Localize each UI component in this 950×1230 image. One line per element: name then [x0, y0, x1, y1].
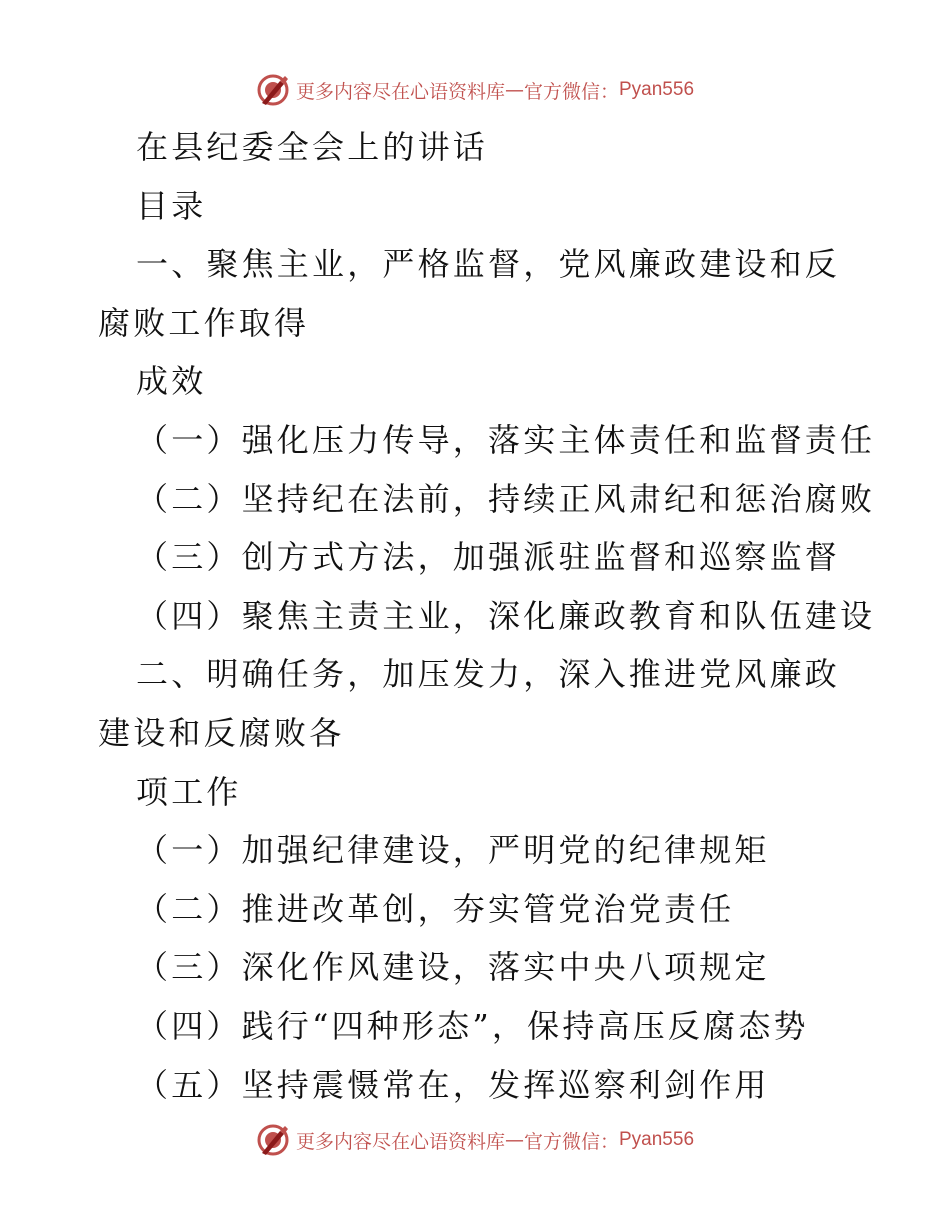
section-1-heading-continued: 成效 [136, 362, 207, 401]
watermark-official-label: 官方微信： [523, 80, 619, 103]
watermark-brand: 更多内容尽在心语资料库 [295, 1130, 505, 1153]
header-watermark [0, 68, 950, 112]
footer-watermark [0, 1118, 950, 1162]
section-2-item: （三）深化作风建设，落实中央八项规定 [136, 948, 770, 987]
section-1-item: （二）坚持纪在法前，持续正风肃纪和惩治腐败 [136, 479, 876, 518]
pen-logo-icon [256, 73, 290, 107]
toc-heading: 目录 [136, 186, 207, 225]
watermark-dash: — [504, 1129, 524, 1151]
document-body [98, 118, 876, 1114]
watermark-account: Pyan556 [619, 79, 695, 100]
section-2-item: （五）坚持震慑常在，发挥巡察利剑作用 [136, 1065, 770, 1104]
watermark-account: Pyan556 [619, 1129, 695, 1150]
watermark-dash: — [504, 79, 524, 101]
section-1-heading: 一、聚焦主业，严格监督，党风廉政建设和反腐败工作取得 [98, 245, 841, 342]
section-1-item: （三）创方式方法，加强派驻监督和巡察监督 [136, 538, 841, 577]
section-2-heading: 二、明确任务，加压发力，深入推进党风廉政建设和反腐败各 [98, 655, 841, 752]
watermark-official-label: 官方微信： [523, 1130, 619, 1153]
section-2-heading-continued: 项工作 [136, 772, 242, 811]
section-1-item: （一）强化压力传导，落实主体责任和监督责任 [136, 420, 876, 459]
section-1-item: （四）聚焦主责主业，深化廉政教育和队伍建设 [136, 596, 876, 635]
section-2-item: （四）践行“四种形态”，保持高压反腐态势 [136, 1006, 809, 1045]
document-title: 在县纪委全会上的讲话 [136, 128, 489, 166]
watermark-brand: 更多内容尽在心语资料库 [295, 80, 505, 103]
section-2-item: （一）加强纪律建设，严明党的纪律规矩 [136, 831, 770, 870]
pen-logo-icon [256, 1123, 290, 1157]
section-2-item: （二）推进改革创，夯实管党治党责任 [136, 889, 735, 928]
